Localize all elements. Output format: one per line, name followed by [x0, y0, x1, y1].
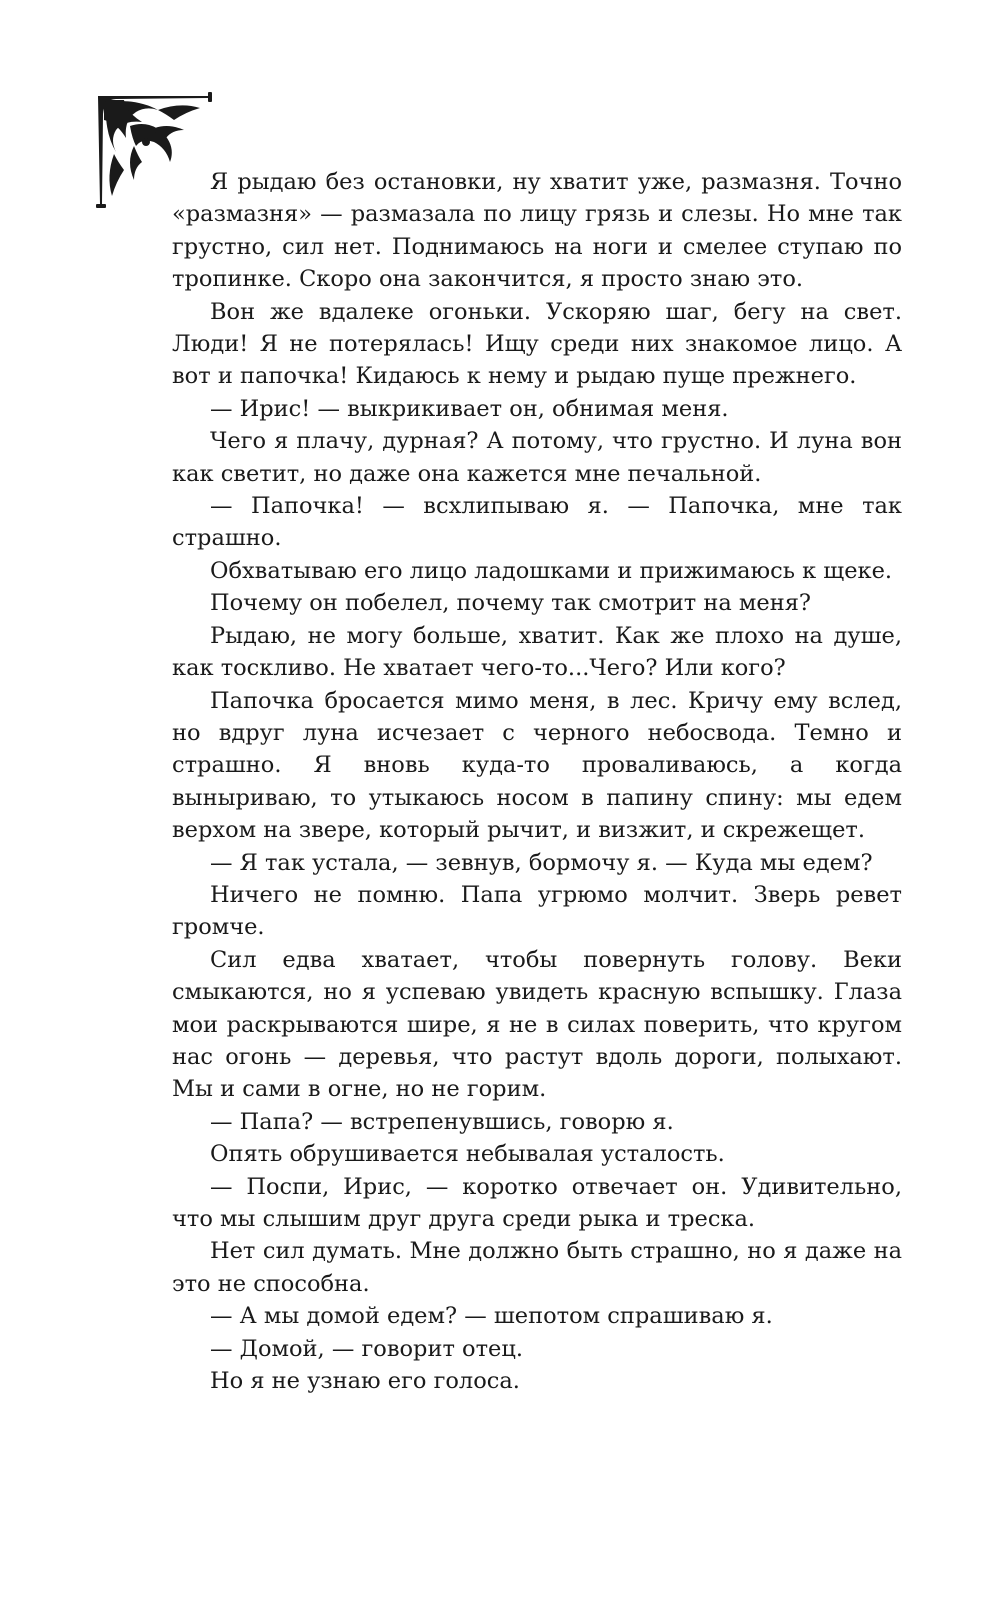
paragraph: Я рыдаю без остановки, ну хватит уже, размазня. Точно «размазня» — размазала по лицу грязь и слезы. Но мне так грустно, сил нет. Поднимаюсь на ноги и смелее ступаю по тропинке. Скоро она закончится, я просто знаю это.: [172, 169, 902, 293]
paragraph: — Папа? — встрепенувшись, говорю я.: [210, 1108, 674, 1135]
paragraph: Папочка бросается мимо меня, в лес. Кричу ему вслед, но вдруг луна исчезает с черного небосвода. Темно и страшно. Я вновь куда-то проваливаюсь, а когда выныриваю, то утыкаюсь носом в папину спину: мы едем верхом на звере, который рычит, и визжит, и скрежещет.: [172, 687, 902, 844]
paragraph: — Поспи, Ирис, — коротко отвечает он. Удивительно, что мы слышим друг друга среди рыка и треска.: [172, 1173, 902, 1232]
paragraph: Почему он побелел, почему так смотрит на меня?: [210, 590, 811, 617]
paragraph: — Папочка! — всхлипываю я. — Папочка, мне так страшно.: [172, 493, 902, 552]
paragraph: — Ирис! — выкрикивает он, обнимая меня.: [210, 395, 729, 422]
paragraph: Вон же вдалеке огоньки. Ускоряю шаг, бегу на свет. Люди! Я не потерялась! Ищу среди них знакомое лицо. А вот и папочка! Кидаюсь к нему и рыдаю пуще прежнего.: [172, 298, 902, 390]
paragraph: — Я так устала, — зевнув, бормочу я. — Куда мы едем?: [210, 849, 873, 876]
paragraph: Ничего не помню. Папа угрюмо молчит. Зверь ревет громче.: [172, 881, 902, 941]
paragraph: Сил едва хватает, чтобы повернуть голову. Веки смыкаются, но я успеваю увидеть красную вспышку. Глаза мои раскрываются шире, я не в силах поверить, что кругом нас огонь — деревья, что растут вдоль дороги, полыхают. Мы и сами в огне, но не горим.: [172, 946, 902, 1103]
paragraph: Нет сил думать. Мне должно быть страшно, но я даже на это не способна.: [172, 1238, 902, 1297]
paragraph: — А мы домой едем? — шепотом спрашиваю я.: [210, 1303, 773, 1330]
paragraph: Опять обрушивается небывалая усталость.: [210, 1141, 725, 1168]
paragraph: Рыдаю, не могу больше, хватит. Как же плохо на душе, как тоскливо. Не хватает чего-то...Чего? Или кого?: [172, 622, 902, 682]
paragraph: Чего я плачу, дурная? А потому, что грустно. И луна вон как светит, но даже она кажется мне печальной.: [172, 428, 902, 487]
paragraph: Обхватываю его лицо ладошками и прижимаюсь к щеке.: [210, 557, 893, 584]
chapter-text: [172, 166, 902, 1397]
paragraph: Но я не узнаю его голоса.: [210, 1368, 520, 1395]
paragraph: — Домой, — говорит отец.: [210, 1335, 523, 1362]
